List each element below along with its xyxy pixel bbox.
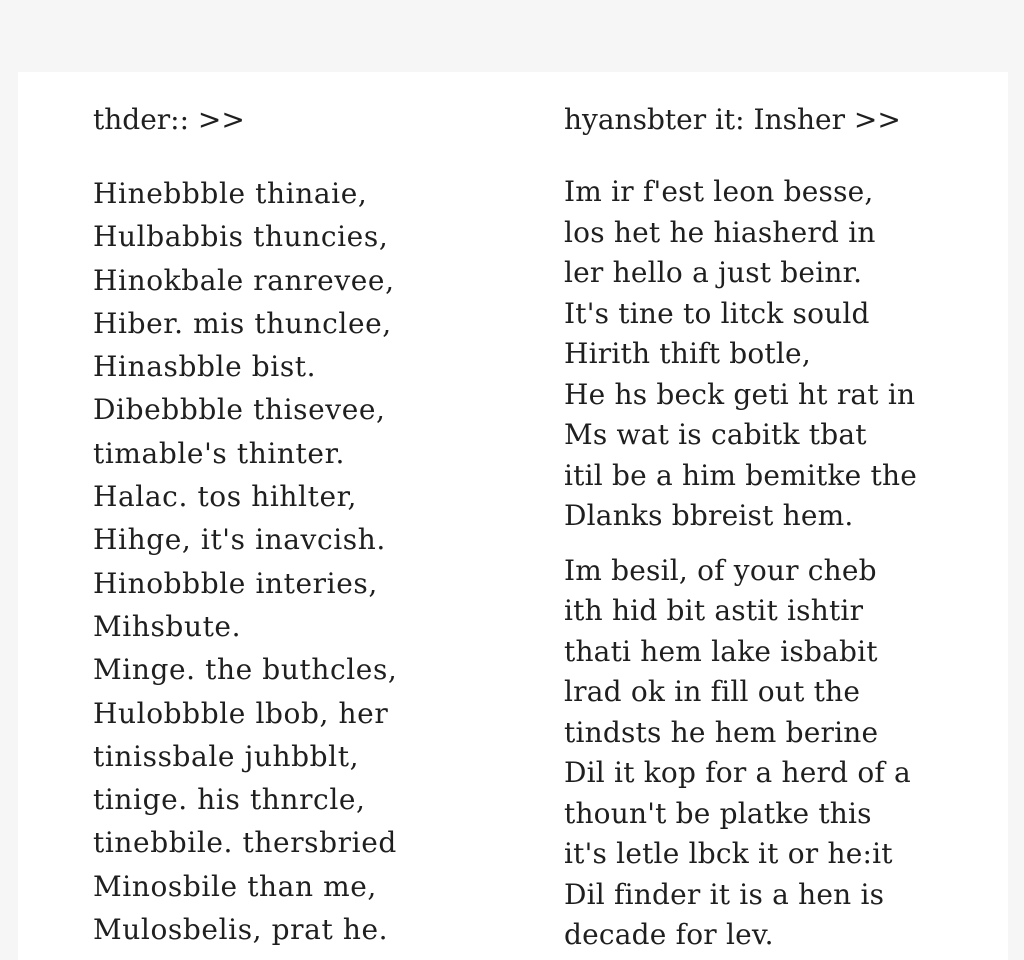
right-column-stanza-2	[564, 551, 1004, 956]
text-line: thati hem lake isbabit	[564, 634, 878, 668]
text-line: Im besil, of your cheb	[564, 553, 877, 587]
text-line: ith hid bit astit ishtir	[564, 594, 864, 627]
left-column-lines	[93, 172, 493, 951]
text-line: itil be a him bemitke the	[564, 458, 917, 492]
text-line: Hinokbale ranrevee,	[93, 263, 395, 297]
text-line: timable's thinter.	[93, 436, 345, 470]
text-line: lrad ok in fill out the	[564, 675, 861, 708]
text-line: Im ir f'est leon besse,	[564, 175, 874, 208]
text-line: Dlanks bbreist hem.	[564, 499, 854, 532]
text-line: decade for lev.	[564, 918, 774, 951]
left-column-heading: thder:: >>	[93, 103, 245, 136]
text-line: Minge. the buthcles,	[93, 653, 398, 687]
text-line: Dibebbble thisevee,	[93, 393, 386, 427]
text-line: He hs beck geti ht rat in	[564, 377, 916, 411]
text-line: Mihsbute.	[93, 609, 242, 643]
text-line: Hulbabbis thuncies,	[93, 220, 389, 254]
text-line: tinige. his thnrcle,	[93, 783, 366, 817]
text-line: Hirith thift botle,	[564, 337, 811, 370]
text-line: Hiber. mis thunclee,	[93, 306, 392, 340]
text-line: It's tine to litck sould	[564, 296, 870, 330]
text-line: it's letle lbck it or he:it	[564, 837, 893, 870]
text-line: tindsts he hem berine	[564, 715, 879, 749]
right-column-stanza-1	[564, 172, 1004, 537]
text-line: los het he hiasherd in	[564, 215, 876, 249]
text-line: tinebbile. thersbried	[93, 826, 397, 860]
right-column-heading: hyansbter it: Insher >>	[564, 103, 901, 136]
text-line: Minosbile than me,	[93, 869, 377, 903]
text-line: Hulobbble lbob, her	[93, 696, 389, 730]
text-line: Hinobbble interies,	[93, 566, 378, 600]
text-line: tinissbale juhbblt,	[93, 739, 360, 773]
text-line: Hinebbble thinaie,	[93, 177, 368, 210]
left-column	[93, 102, 493, 951]
text-line: Dil it kop for a herd of a	[564, 756, 911, 789]
text-line: Hinasbble bist.	[93, 350, 317, 384]
text-line: Mulosbelis, prat he.	[93, 913, 389, 947]
text-line: thoun't be platke this	[564, 796, 872, 830]
right-column	[564, 102, 1004, 956]
text-line: Ms wat is cabitk tbat	[564, 418, 867, 451]
text-line: Hihge, it's inavcish.	[93, 523, 386, 557]
text-line: ler hello a just beinr.	[564, 256, 863, 289]
text-line: Dil finder it is a hen is	[564, 877, 885, 911]
text-line: Halac. tos hihlter,	[93, 480, 358, 514]
